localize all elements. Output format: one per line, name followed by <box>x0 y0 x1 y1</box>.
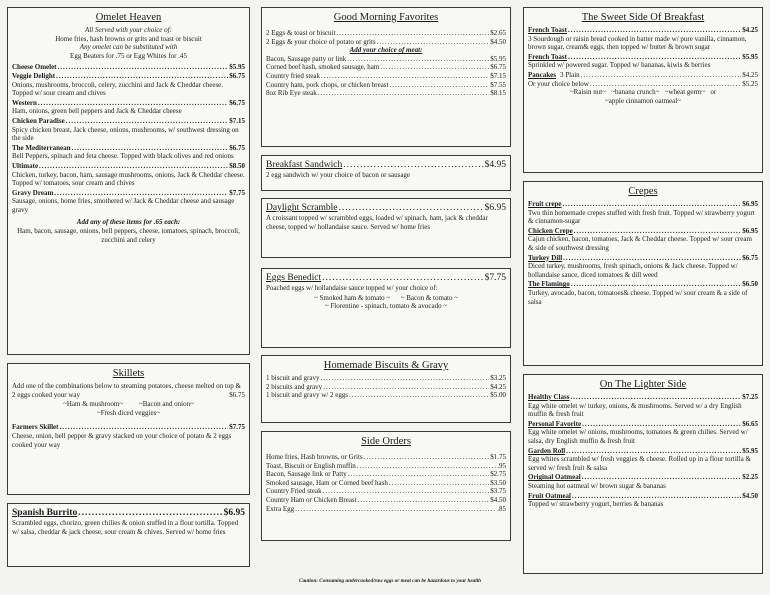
farmers-skillet-desc: Cheese, onion, bell pepper & gravy stacked on your choice of potato & 2 eggs cooked your way <box>12 431 232 449</box>
french-toast-2-price: $5.95 <box>742 52 758 61</box>
biscuits-gravy-section <box>261 355 511 423</box>
pancakes-choice-price: $5.25 <box>742 79 758 88</box>
menu-item: Bacon, Sausage link or Patty ..... $2.75 <box>266 470 506 479</box>
biscuits-gravy-title: Homemade Biscuits & Gravy <box>323 360 449 371</box>
sweet-side-title: The Sweet Side Of Breakfast <box>581 12 705 23</box>
omelet-intro-3: Any omelet can be substituted with <box>79 43 178 52</box>
lighter-side-title: On The Lighter Side <box>599 379 687 390</box>
pancakes-choice: Or your choice below <box>528 79 589 88</box>
menu-item: Country Fried steak ..... $3.75 <box>266 487 506 496</box>
benedict-option: ~ Smoked ham & tomato ~ <box>313 293 391 302</box>
eggs-benedict-section <box>261 268 511 348</box>
omelet-heaven-title: Omelet Heaven <box>95 12 162 23</box>
menu-item: Toast, Biscuit or English muffin ..... .95 <box>266 462 506 471</box>
omelet-item: Chicken Paradise ..... $7.15 Spicy chicken breast, Jack cheese, onions, mushrooms, w/ southwest dressing on the side <box>12 117 245 143</box>
omelet-item: The Mediterranean ..... $6.75 Bell Peppers, spinach and feta cheese. Topped with black olives and red onions <box>12 144 245 161</box>
daylight-scramble-section <box>261 198 511 258</box>
omelet-item: Ultimate ..... $8.50 Chicken, turkey, bacon, ham, sausage mushrooms, onions, Jack & Cheddar cheese. Topped w/ tomatoes, sour cream and chives <box>12 162 245 188</box>
menu-item: 2 biscuits and gravy ..... $4.25 <box>266 383 506 392</box>
side-orders-title: Side Orders <box>361 436 411 447</box>
menu-item: 2 Eggs & toast or biscuit ..... $2.65 <box>266 29 506 38</box>
french-toast-2-name: French Toast <box>528 52 567 61</box>
omelet-heaven-section <box>7 7 250 355</box>
pancakes-plain: 3 Plain <box>560 70 580 79</box>
french-toast-2-desc: Sprinkled w/ powered sugar. Topped w/ bananas, kiwis & berries <box>528 61 711 70</box>
menu-item: Country ham, pork chops, or chicken breast ..... $7.55 <box>266 81 506 90</box>
crepe-item: The Flamingo ..... $6.50 Turkey, avocado, bacon, tomatoes& cheese. Topped w/ sour cream & a side of salsa <box>528 280 758 306</box>
menu-item: 1 biscuit and gravy w/ 2 eggs ..... $5.00 <box>266 391 506 400</box>
omelet-item: Western ..... $6.75 Ham, onions, green bell peppers and Jack & Cheddar cheese <box>12 99 245 116</box>
daylight-scramble-desc: A croissant topped w/ scrambled eggs, loaded w/ spinach, ham, jack & cheddar cheese, topped w/ hollandaise sauce. Served w/ home fries <box>266 214 488 231</box>
skillets-intro-price: $6.75 <box>229 390 245 399</box>
lighter-side-section <box>523 374 763 574</box>
skillets-title: Skillets <box>112 368 145 379</box>
health-caution: Caution: Consuming undercooked/raw eggs or meat can be hazardous to your health <box>298 578 482 584</box>
menu-item: Corned beef hash, smoked sausage, ham ..... $6.75 <box>266 63 506 72</box>
lighter-item: Personal Favorite ..... $6.65 Egg white omelet w/ onions, mushrooms, tomatoes & green chilies. Served w/ salsa, dry English muffin & fresh fruit <box>528 420 758 446</box>
omelet-item: Cheese Omelet ..... $5.95 <box>12 63 245 72</box>
good-morning-section <box>261 7 511 147</box>
eggs-benedict-name: Eggs Benedict <box>266 273 322 283</box>
skillets-section <box>7 363 250 495</box>
menu-item: Country Ham or Chicken Breast ..... $4.50 <box>266 496 506 505</box>
menu-item: Extra Egg ..... .85 <box>266 505 506 514</box>
pancake-options: ~Raisin nut~ ~banana crunch~ ~wheat germ~ or <box>569 88 717 97</box>
omelet-intro-4: Egg Beaters for .75 or Egg Whites for .45 <box>70 51 187 60</box>
lighter-item: Healthy Class ..... $7.25 Egg white omelet w/ turkey, onions, & mushrooms. Served w/ a dry English muffin & fresh fruit <box>528 393 758 419</box>
crepe-item: Chicken Crepe ..... $6.95 Cajun chicken, bacon, tomatoes, Jack & Cheddar cheese. Topped w/ sour cream & side of southwest dressing <box>528 227 758 253</box>
omelet-intro-2: Home fries, hash browns or grits and toast or biscuit <box>55 34 202 43</box>
skillet-combo: ~Ham & mushroom~ <box>63 400 124 409</box>
side-orders-section <box>261 431 511 541</box>
menu-item: Bacon, Sausage patty or link ..... $5.95 <box>266 55 506 64</box>
french-toast-desc: 3 Sourdough or raisin bread cooked in batter made w/ pure vanilla, cinnamon, brown sugar, cream& eggs, then topped w/ butter & brown sugar <box>528 34 747 52</box>
french-toast-price: $4.25 <box>742 26 758 34</box>
crepe-item: Turkey Dill ..... $6.75 Diced turkey, mushrooms, fresh spinach, onions & Jack cheese. Topped w/ hollandaise sauce, diced tomatoes & dill weed <box>528 254 758 280</box>
skillet-combo: ~Bacon and onion~ <box>138 400 194 409</box>
omelet-item: Gravy Dream ..... $7.75 Sausage, onions, home fries, smothered w/ Jack & Cheddar cheese and sausage gravy <box>12 189 245 215</box>
menu-item: 2 Eggs & your choice of potato or grits ..... $4.50 <box>266 38 506 47</box>
spanish-burrito-desc: Scrambled eggs, chorizo, green chilies & onion stuffed in a flour tortilla. Topped w/ salsa, cheddar & jack cheese, sour cream & chives. Served w/ home fries <box>12 519 239 536</box>
spanish-burrito-section <box>7 503 250 567</box>
omelet-addon-text: Ham, bacon, sausage, onions, bell peppers, cheese, tomatoes, spinach, broccoli, zucchini and celery <box>17 227 240 244</box>
omelet-addon-title: Add any of these items for .65 each: <box>76 218 181 227</box>
eggs-benedict-price: $7.75 <box>484 273 506 283</box>
farmers-skillet-price: $7.75 <box>229 423 245 432</box>
lighter-item: Garden Roll ..... $5.95 Egg whites scrambled w/ fresh veggies & cheese. Rolled up in a flour tortilla & served w/ fresh fruit & salsa <box>528 447 758 473</box>
menu-item: Home fries, Hash browns, or Grits ..... $1.75 <box>266 453 506 462</box>
good-morning-title: Good Morning Favorites <box>333 12 439 23</box>
benedict-option: ~ Bacon & tomato ~ <box>400 293 459 302</box>
benedict-option: ~ Florentine - spinach, tomato & avocado ~ <box>324 302 448 311</box>
menu-item: 8oz Rib Eye steak ..... $8.15 <box>266 89 506 98</box>
spanish-burrito-price: $6.95 <box>223 508 245 518</box>
pancakes-price: $4.25 <box>742 70 758 79</box>
spanish-burrito-name: Spanish Burrito <box>12 508 78 518</box>
meat-choice-title: Add your choice of meat: <box>349 46 423 55</box>
farmers-skillet-name: Farmers Skillet <box>12 423 59 432</box>
crepe-item: Fruit crepe ..... $6.95 Two thin homemade crepes stuffed with fresh fruit. Topped w/ strawberry yogurt & cinnamon-sugar <box>528 200 758 226</box>
breakfast-sandwich-desc: 2 egg sandwich w/ your choice of bacon or sausage <box>266 171 411 179</box>
menu-item: Country fried steak ..... $7.15 <box>266 72 506 81</box>
breakfast-sandwich-price: $4.95 <box>484 160 506 170</box>
lighter-item: Original Oatmeal ..... $2.25 Steaming hot oatmeal w/ brown sugar & bananas <box>528 473 758 490</box>
skillet-combo: ~Fresh diced veggies~ <box>96 408 161 417</box>
omelet-item: Veggie Delight ..... $6.75 Onions, mushrooms, broccoli, celery, zucchini and Jack & Cheddar cheese. Topped w/ sour cream and chives <box>12 72 245 98</box>
daylight-scramble-price: $6.95 <box>484 203 506 213</box>
menu-item: Smoked sausage, Ham or Corned beef hash ..... $3.50 <box>266 479 506 488</box>
pancakes-name: Pancakes <box>528 70 556 79</box>
eggs-benedict-desc: Poached eggs w/ hollandaise sauce topped w/ your choice of: <box>266 284 438 292</box>
pancake-options: ~apple cinnamon oatmeal~ <box>605 96 681 105</box>
crepes-section <box>523 181 763 366</box>
lighter-item: Fruit Oatmeal ..... $4.50 Topped w/ strawberry yogurt, berries & bananas <box>528 492 758 509</box>
french-toast-name: French Toast <box>528 26 567 34</box>
sweet-side-section <box>523 7 763 173</box>
skillets-intro: Add one of the combinations below to steaming potatoes, cheese melted on top & 2 eggs cooked your way <box>12 382 242 399</box>
crepes-title: Crepes <box>628 186 658 197</box>
menu-item: 1 biscuit and gravy ..... $3.25 <box>266 374 506 383</box>
daylight-scramble-name: Daylight Scramble <box>266 203 338 213</box>
omelet-intro-1: All Served with your choice of: <box>85 26 172 34</box>
breakfast-sandwich-section <box>261 155 511 191</box>
breakfast-sandwich-name: Breakfast Sandwich <box>266 160 343 170</box>
